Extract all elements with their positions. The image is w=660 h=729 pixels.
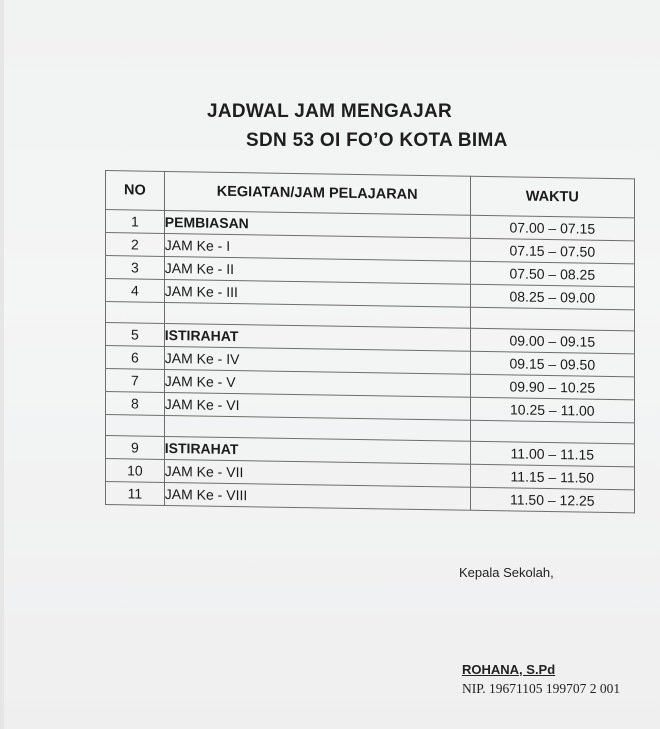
document-title: JADWAL JAM MENGAJAR: [207, 101, 452, 122]
row-activity: JAM Ke - II: [164, 256, 470, 284]
header-no: NO: [106, 171, 165, 211]
row-time: 11.00 – 11.15: [470, 441, 634, 467]
row-number: 10: [106, 459, 165, 483]
row-number: 5: [106, 323, 165, 347]
row-time: 07.15 – 07.50: [470, 238, 634, 264]
row-activity: JAM Ke - III: [164, 279, 470, 307]
signature-name: ROHANA, S.Pd: [462, 662, 556, 677]
row-number: 8: [106, 392, 165, 416]
row-time: 08.25 – 09.00: [470, 284, 634, 310]
row-number: 11: [106, 482, 165, 506]
signature-role: Kepala Sekolah,: [459, 565, 554, 580]
row-activity: JAM Ke - VI: [164, 392, 470, 420]
row-number: 2: [106, 233, 165, 257]
row-time: 07.00 – 07.15: [470, 215, 634, 241]
row-number: 1: [106, 210, 165, 234]
row-number: 4: [106, 279, 165, 303]
row-time: 11.50 – 12.25: [470, 487, 634, 513]
row-time: 10.25 – 11.00: [470, 397, 634, 423]
row-activity: ISTIRAHAT: [164, 436, 470, 464]
row-activity: JAM Ke - IV: [164, 346, 470, 374]
row-activity: PEMBIASAN: [164, 210, 470, 238]
row-time: 07.50 – 08.25: [470, 261, 634, 287]
row-time: [470, 307, 634, 331]
row-number: 9: [106, 436, 165, 460]
row-number: [106, 302, 165, 324]
row-time: [470, 420, 634, 444]
row-number: 3: [106, 256, 165, 280]
header-time: WAKTU: [470, 176, 634, 218]
signature-nip: NIP. 19671105 199707 2 001: [462, 681, 621, 696]
row-number: 7: [106, 369, 165, 393]
schedule-table: [105, 170, 635, 513]
header-activity: KEGIATAN/JAM PELAJARAN: [164, 171, 470, 215]
row-time: 09.15 – 09.50: [470, 351, 634, 377]
row-number: 6: [106, 346, 165, 370]
row-activity: ISTIRAHAT: [164, 323, 470, 351]
row-activity: JAM Ke - VIII: [164, 482, 470, 510]
row-activity: JAM Ke - I: [164, 233, 470, 261]
school-name: SDN 53 OI FO’O KOTA BIMA: [246, 130, 508, 151]
schedule-body: [106, 210, 635, 513]
row-activity: JAM Ke - V: [164, 369, 470, 397]
row-activity: JAM Ke - VII: [164, 459, 470, 487]
row-time: 11.15 – 11.50: [470, 464, 634, 490]
row-number: [106, 415, 165, 437]
row-time: 09.00 – 09.15: [470, 328, 634, 354]
row-time: 09.90 – 10.25: [470, 374, 634, 400]
